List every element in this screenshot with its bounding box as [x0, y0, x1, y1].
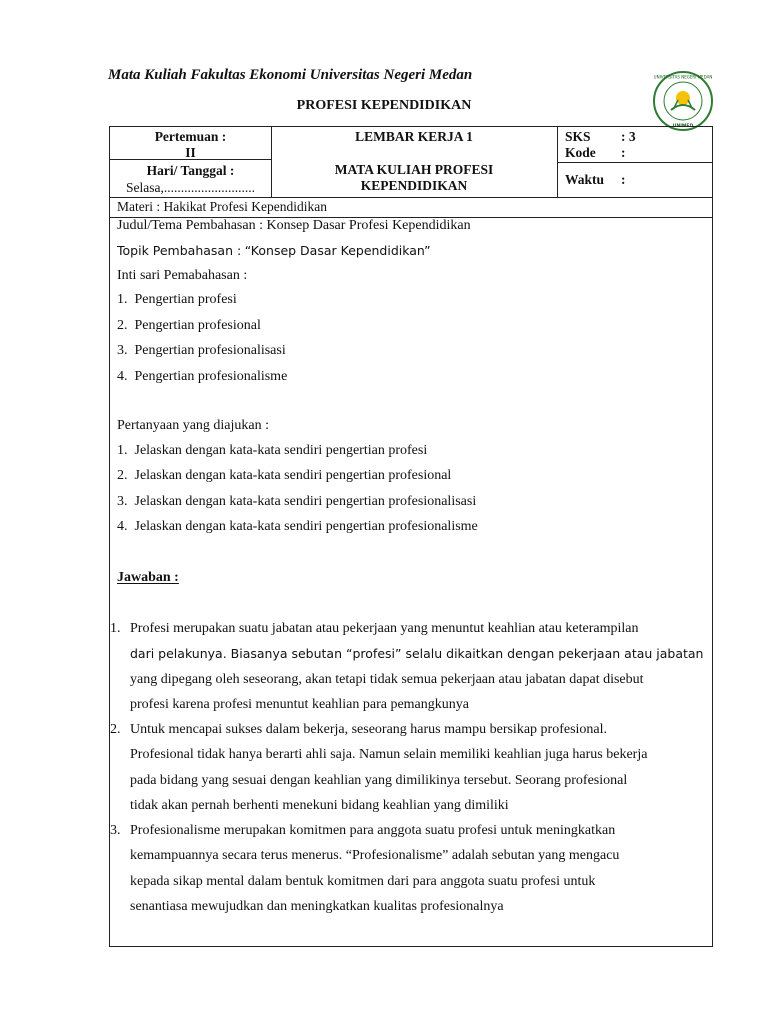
- list-item: 1. Pengertian profesi: [117, 292, 237, 307]
- divider: [557, 162, 713, 163]
- judul: Judul/Tema Pembahasan : Konsep Dasar Profesi Kependidikan: [117, 218, 471, 233]
- pertemuan-label: Pertemuan :: [154, 129, 227, 144]
- list-item: 4. Pengertian profesionalisme: [117, 369, 288, 384]
- worksheet-table: [109, 126, 713, 947]
- kode-value: :: [621, 145, 626, 160]
- sks-label: SKS: [565, 129, 591, 144]
- kode-label: Kode: [565, 145, 596, 160]
- list-item: 1. Jelaskan dengan kata-kata sendiri pengertian profesi: [117, 443, 428, 458]
- course-line: Mata Kuliah Fakultas Ekonomi Universitas Negeri Medan: [108, 67, 473, 83]
- pertanyaan-label: Pertanyaan yang diajukan :: [117, 418, 270, 433]
- waktu-label: Waktu: [565, 172, 605, 187]
- list-item: 3. Pengertian profesionalisasi: [117, 343, 286, 358]
- answer-item: 2. Untuk mencapai sukses dalam bekerja, seseorang harus mampu bersikap profesional. Profesional tidak hanya berarti ahli saja. Namun selain memiliki keahlian juga harus bekerja pada bidang yang sesuai dengan keahlian yang dimilikinya tersebut. Seorang profesional tidak akan pernah berhenti menekuni bidang keahlian yang dimiliki: [110, 722, 648, 813]
- list-item: 2. Jelaskan dengan kata-kata sendiri pengertian profesional: [117, 468, 452, 483]
- document-title: PROFESI KEPENDIDIKAN: [296, 98, 472, 113]
- logo-text: UNIVERSITAS NEGERI MEDAN: [653, 74, 713, 80]
- divider: [110, 197, 713, 198]
- topik-value: “Konsep Dasar Kependidikan”: [244, 243, 431, 258]
- answer-item: 3. Profesionalisme merupakan komitmen para anggota suatu profesi untuk meningkatkan kemampuannya secara terus menerus. “Profesionalisme” adalah sebutan yang mengacu kepada sikap mental dalam bentuk komitmen dari para anggota suatu profesi untuk senantiasa mewujudkan dan meningkatkan kualitas profesionalnya: [110, 823, 620, 914]
- mata-kuliah-line2: KEPENDIDIKAN: [360, 178, 468, 193]
- logo-sub: UNIMED: [672, 124, 694, 129]
- hari-value: Selasa,...........................: [126, 180, 255, 195]
- topik: [117, 243, 431, 260]
- list-item: 3. Jelaskan dengan kata-kata sendiri pengertian profesionalisasi: [117, 494, 477, 509]
- list-item: 4. Jelaskan dengan kata-kata sendiri pengertian profesionalisme: [117, 519, 478, 534]
- university-logo: [652, 70, 714, 132]
- answer-item: 1. Profesi merupakan suatu jabatan atau pekerjaan yang menuntut keahlian atau keterampilan dari pelakunya. Biasanya sebutan “profesi” selalu dikaitkan dengan pekerjaan atau jabatan yang dipegang oleh seseorang, akan tetapi tidak semua pekerjaan atau jabatan dapat disebut profesi karena profesi menuntut keahlian para pemangkunya: [110, 621, 704, 712]
- inti-label: Inti sari Pemabahasan :: [117, 268, 248, 283]
- hari-label: Hari/ Tanggal :: [146, 163, 235, 178]
- sks-value: : 3: [621, 129, 636, 144]
- jawaban-label: Jawaban :: [117, 570, 179, 585]
- pertemuan-value: II: [185, 145, 196, 160]
- mata-kuliah-line1: MATA KULIAH PROFESI: [334, 162, 494, 177]
- materi: Materi : Hakikat Profesi Kependidikan: [117, 199, 327, 214]
- lembar-kerja: LEMBAR KERJA 1: [355, 129, 473, 144]
- list-item: 2. Pengertian profesional: [117, 318, 261, 333]
- topik-prefix: Topik Pembahasan :: [117, 243, 242, 258]
- waktu-value: :: [621, 172, 626, 187]
